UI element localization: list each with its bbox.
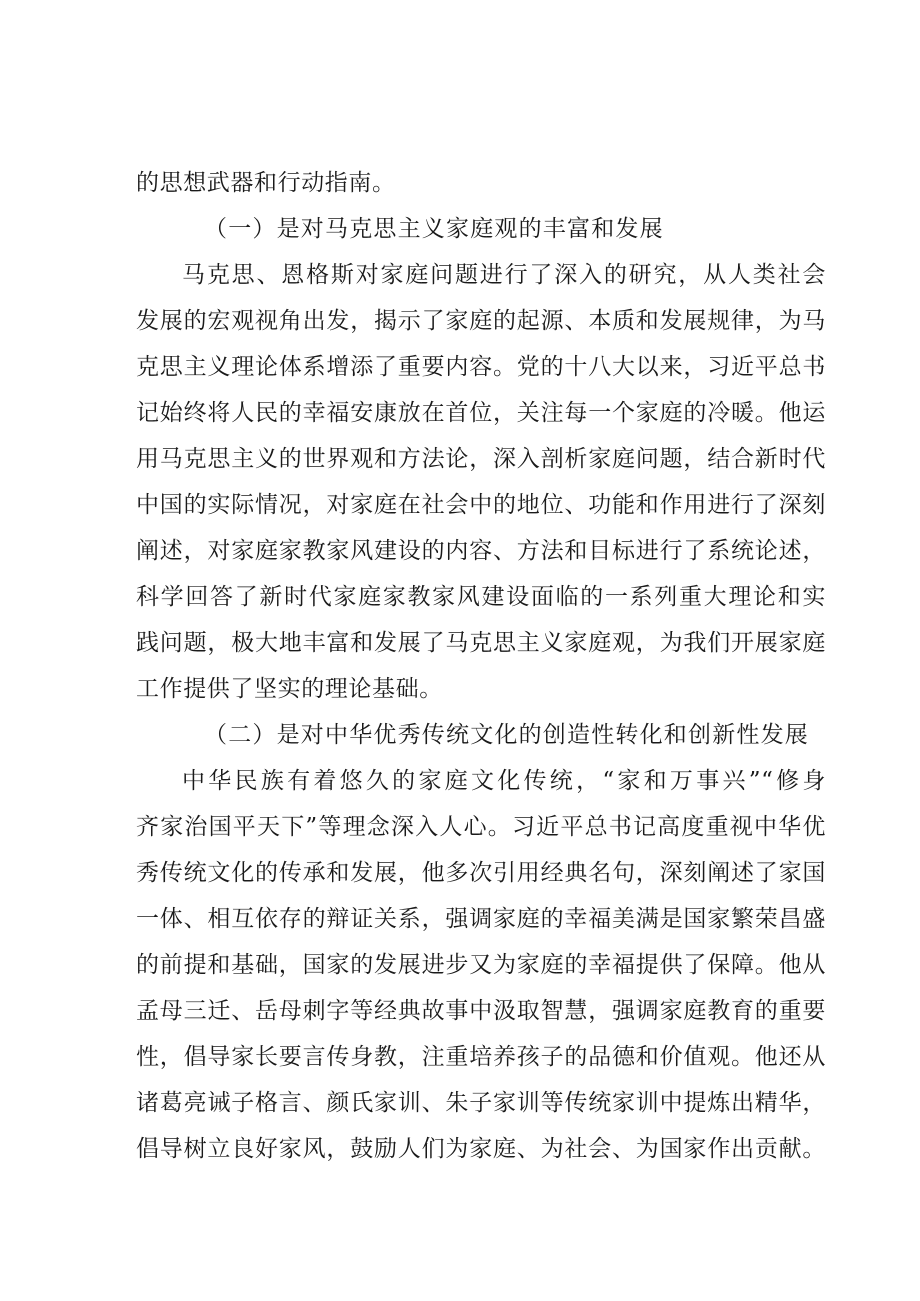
paragraph-line: 克思主义理论体系增添了重要内容。党的十八大以来，习近平总书 xyxy=(136,354,826,380)
paragraph-line: 孟母三迁、岳母刺字等经典故事中汲取智慧，强调家庭教育的重要 xyxy=(136,998,826,1024)
paragraph-line: 科学回答了新时代家庭家教家风建设面临的一系列重大理论和实 xyxy=(136,584,826,610)
section-2-paragraph xyxy=(136,758,826,1172)
section-heading-1: （一）是对马克思主义家庭观的丰富和发展 xyxy=(204,216,664,242)
paragraph-line: 诸葛亮诫子格言、颜氏家训、朱子家训等传统家训中提炼出精华， xyxy=(136,1090,826,1116)
paragraph-line: 马克思、恩格斯对家庭问题进行了深入的研究，从人类社会 xyxy=(182,262,826,288)
section-heading-2: （二）是对中华优秀传统文化的创造性转化和创新性发展 xyxy=(204,722,809,748)
paragraph-line: 中国的实际情况，对家庭在社会中的地位、功能和作用进行了深刻 xyxy=(136,492,826,518)
paragraph-line: 阐述，对家庭家教家风建设的内容、方法和目标进行了系统论述， xyxy=(136,538,826,564)
paragraph-line: 发展的宏观视角出发，揭示了家庭的起源、本质和发展规律，为马 xyxy=(136,308,826,334)
paragraph-line: 倡导树立良好家风，鼓励人们为家庭、为社会、为国家作出贡献。 xyxy=(136,1136,826,1162)
section-1-paragraph xyxy=(136,252,826,712)
paragraph-line: 一体、相互依存的辩证关系，强调家庭的幸福美满是国家繁荣昌盛 xyxy=(136,906,826,932)
paragraph-line: 性，倡导家长要言传身教，注重培养孩子的品德和价值观。他还从 xyxy=(136,1044,826,1070)
paragraph-line: 的思想武器和行动指南。 xyxy=(136,170,396,196)
paragraph-line: 工作提供了坚实的理论基础。 xyxy=(136,676,443,702)
paragraph-line: 记始终将人民的幸福安康放在首位，关注每一个家庭的冷暖。他运 xyxy=(136,400,826,426)
paragraph-line: 践问题，极大地丰富和发展了马克思主义家庭观，为我们开展家庭 xyxy=(136,630,826,656)
paragraph-line: 用马克思主义的世界观和方法论，深入剖析家庭问题，结合新时代 xyxy=(136,446,826,472)
document-body xyxy=(136,160,826,1172)
paragraph-line: 中华民族有着悠久的家庭文化传统，“家和万事兴”“修身 xyxy=(182,768,826,794)
paragraph-line: 齐家治国平天下”等理念深入人心。习近平总书记高度重视中华优 xyxy=(136,814,826,840)
paragraph-line: 的前提和基础，国家的发展进步又为家庭的幸福提供了保障。他从 xyxy=(136,952,826,978)
paragraph-line: 秀传统文化的传承和发展，他多次引用经典名句，深刻阐述了家国 xyxy=(136,860,826,886)
